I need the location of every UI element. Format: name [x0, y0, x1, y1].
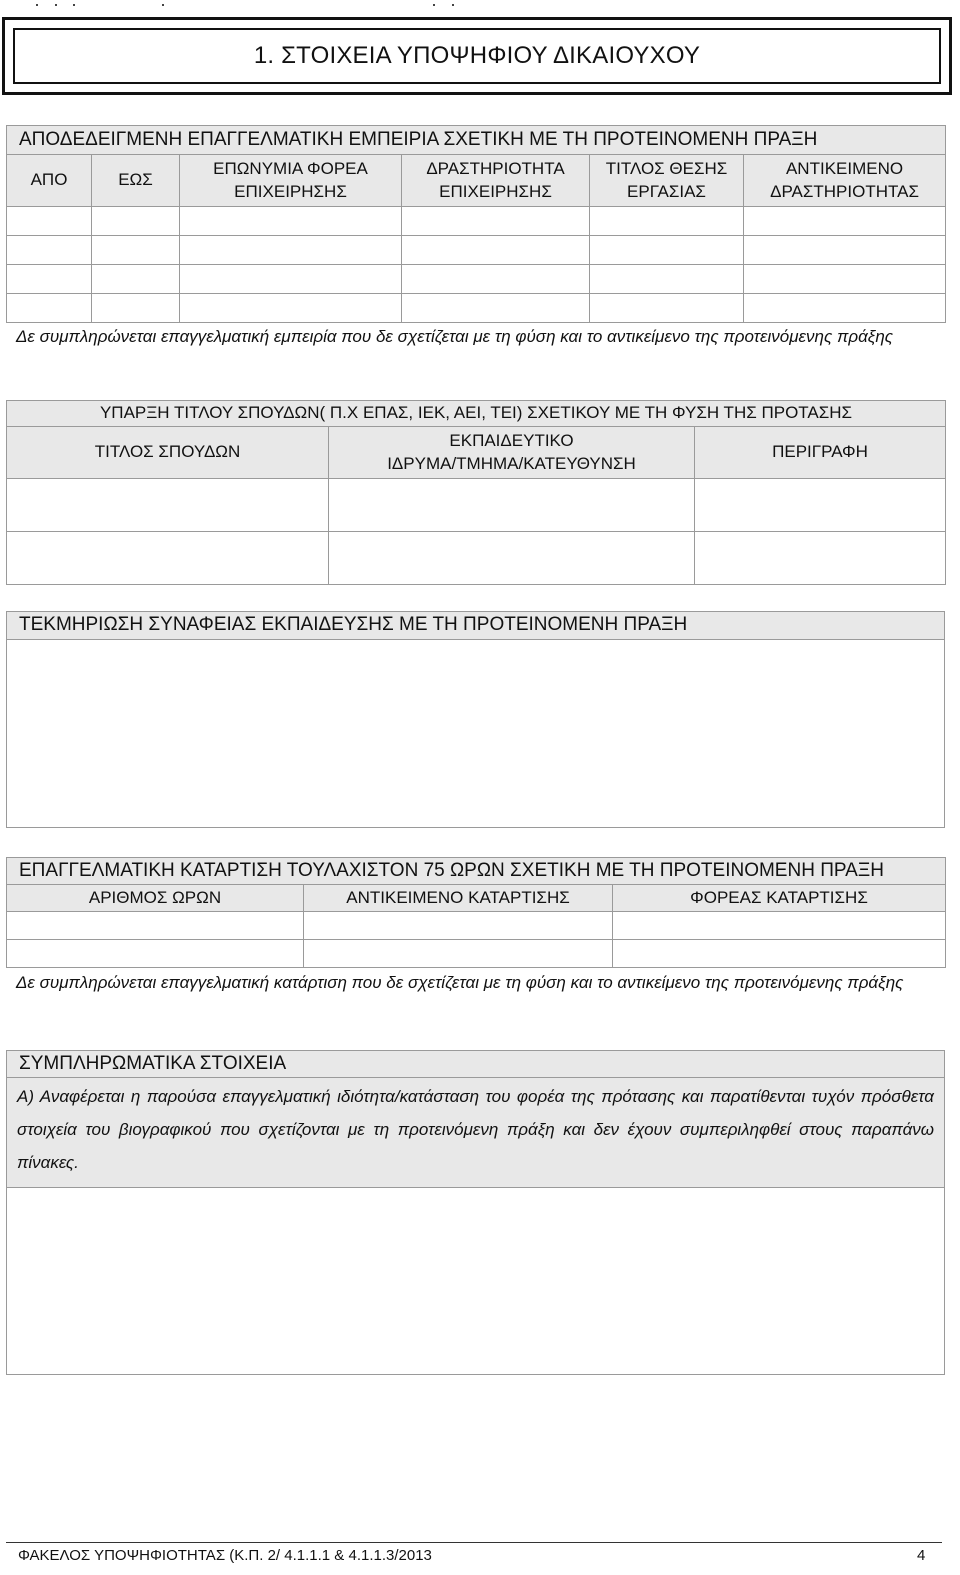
input-cell[interactable]: [7, 940, 304, 968]
col-company-name: ΕΠΩΝΥΜΙΑ ΦΟΡΕΑ ΕΠΙΧΕΙΡΗΣΗΣ: [180, 155, 402, 207]
input-cell[interactable]: [695, 532, 946, 585]
input-cell[interactable]: [7, 532, 329, 585]
studies-table: [6, 400, 946, 585]
col-training-provider: ΦΟΡΕΑΣ ΚΑΤΑΡΤΙΣΗΣ: [613, 885, 946, 912]
input-cell[interactable]: [590, 207, 744, 236]
input-cell[interactable]: [402, 236, 590, 265]
input-cell[interactable]: [180, 294, 402, 323]
supplementary-table: [6, 1050, 945, 1375]
experience-note: Δε συμπληρώνεται επαγγελματική εμπειρία που δε σχετίζεται με τη φύση και το αντικείμενο της προτεινόμενης πράξης: [16, 327, 894, 346]
input-cell[interactable]: [329, 479, 695, 532]
col-to: ΕΩΣ: [92, 155, 180, 207]
table-row: [7, 532, 946, 585]
table-row: [7, 912, 946, 940]
page-number: 4: [917, 1547, 926, 1564]
input-cell[interactable]: [744, 265, 946, 294]
input-cell[interactable]: [7, 236, 92, 265]
col-institution: ΕΚΠΑΙΔΕΥΤΙΚΟ ΙΔΡΥΜΑ/ΤΜΗΜΑ/ΚΑΤΕΥΘΥΝΣΗ: [329, 427, 695, 479]
input-cell[interactable]: [7, 479, 329, 532]
input-cell[interactable]: [744, 294, 946, 323]
input-cell[interactable]: [744, 207, 946, 236]
input-cell[interactable]: [92, 236, 180, 265]
experience-table: [6, 125, 946, 323]
table-row: [7, 265, 946, 294]
input-cell[interactable]: [744, 236, 946, 265]
input-cell[interactable]: [92, 265, 180, 294]
page-title: 1. ΣΤΟΙΧΕΙΑ ΥΠΟΨΗΦΙΟΥ ΔΙΚΑΙΟΥΧΟΥ: [13, 28, 941, 84]
col-training-subject: ΑΝΤΙΚΕΙΜΕΝΟ ΚΑΤΑΡΤΙΣΗΣ: [304, 885, 613, 912]
col-activity-subject: ΑΝΤΙΚΕΙΜΕΝΟ ΔΡΑΣΤΗΡΙΟΤΗΤΑΣ: [744, 155, 946, 207]
input-cell[interactable]: [7, 265, 92, 294]
table-row: [7, 207, 946, 236]
top-dot-leaders: [0, 0, 960, 12]
input-cell[interactable]: [402, 207, 590, 236]
input-cell[interactable]: [402, 265, 590, 294]
input-cell[interactable]: [7, 207, 92, 236]
footer-text: ΦΑΚΕΛΟΣ ΥΠΟΨΗΦΙΟΤΗΤΑΣ (Κ.Π. 2/ 4.1.1.1 & 4.1.1.3/2013: [18, 1547, 432, 1564]
footer-divider: [6, 1542, 942, 1543]
relevance-text-area[interactable]: [7, 640, 945, 828]
supplementary-text-area[interactable]: [7, 1188, 945, 1375]
col-from: ΑΠΟ: [7, 155, 92, 207]
table-row: [7, 236, 946, 265]
table-row: [7, 294, 946, 323]
input-cell[interactable]: [304, 912, 613, 940]
supplementary-heading: ΣΥΜΠΛΗΡΩΜΑΤΙΚΑ ΣΤΟΙΧΕΙΑ: [7, 1051, 945, 1078]
studies-heading: ΥΠΑΡΞΗ ΤΙΤΛΟΥ ΣΠΟΥΔΩΝ( Π.Χ ΕΠΑΣ, ΙΕΚ, ΑΕΙ, ΤΕΙ) ΣΧΕΤΙΚΟΥ ΜΕ ΤΗ ΦΥΣΗ ΤΗΣ ΠΡΟΤΑΣΗΣ: [7, 401, 946, 427]
input-cell[interactable]: [329, 532, 695, 585]
input-cell[interactable]: [92, 294, 180, 323]
col-study-title: ΤΙΤΛΟΣ ΣΠΟΥΔΩΝ: [7, 427, 329, 479]
experience-heading: ΑΠΟΔΕΔΕΙΓΜΕΝΗ ΕΠΑΓΓΕΛΜΑΤΙΚΗ ΕΜΠΕΙΡΙΑ ΣΧΕΤΙΚΗ ΜΕ ΤΗ ΠΡΟΤΕΙΝΟΜΕΝΗ ΠΡΑΞΗ: [7, 126, 946, 155]
col-company-activity: ΔΡΑΣΤΗΡΙΟΤΗΤΑ ΕΠΙΧΕΙΡΗΣΗΣ: [402, 155, 590, 207]
col-hours: ΑΡΙΘΜΟΣ ΩΡΩΝ: [7, 885, 304, 912]
training-heading: ΕΠΑΓΓΕΛΜΑΤΙΚΗ ΚΑΤΑΡΤΙΣΗ ΤΟΥΛΑΧΙΣΤΟΝ 75 ΩΡΩΝ ΣΧΕΤΙΚΗ ΜΕ ΤΗ ΠΡΟΤΕΙΝΟΜΕΝΗ ΠΡΑΞΗ: [7, 858, 946, 885]
input-cell[interactable]: [590, 265, 744, 294]
input-cell[interactable]: [402, 294, 590, 323]
input-cell[interactable]: [180, 265, 402, 294]
supplementary-instructions: Α) Αναφέρεται η παρούσα επαγγελματική ιδιότητα/κατάσταση του φορέα της πρότασης και παρατίθενται τυχόν πρόσθετα στοιχεία του βιογραφικού που σχετίζονται με τη προτεινόμενη πράξη και δεν έχουν συμπεριληφθεί στους παραπάνω πίνακες.: [7, 1078, 945, 1188]
input-cell[interactable]: [7, 912, 304, 940]
col-description: ΠΕΡΙΓΡΑΦΗ: [695, 427, 946, 479]
table-row: [7, 940, 946, 968]
col-job-title: ΤΙΤΛΟΣ ΘΕΣΗΣ ΕΡΓΑΣΙΑΣ: [590, 155, 744, 207]
input-cell[interactable]: [590, 236, 744, 265]
input-cell[interactable]: [180, 236, 402, 265]
training-note: Δε συμπληρώνεται επαγγελματική κατάρτιση που δε σχετίζεται με τη φύση και το αντικείμενο της προτεινόμενης πράξης: [16, 973, 904, 992]
input-cell[interactable]: [613, 912, 946, 940]
relevance-table: [6, 611, 945, 828]
input-cell[interactable]: [304, 940, 613, 968]
training-table: [6, 857, 946, 968]
input-cell[interactable]: [695, 479, 946, 532]
input-cell[interactable]: [7, 294, 92, 323]
input-cell[interactable]: [590, 294, 744, 323]
relevance-heading: ΤΕΚΜΗΡΙΩΣΗ ΣΥΝΑΦΕΙΑΣ ΕΚΠΑΙΔΕΥΣΗΣ ΜΕ ΤΗ ΠΡΟΤΕΙΝΟΜΕΝΗ ΠΡΑΞΗ: [7, 612, 945, 640]
input-cell[interactable]: [92, 207, 180, 236]
input-cell[interactable]: [180, 207, 402, 236]
table-row: [7, 479, 946, 532]
title-frame: [2, 17, 952, 95]
input-cell[interactable]: [613, 940, 946, 968]
